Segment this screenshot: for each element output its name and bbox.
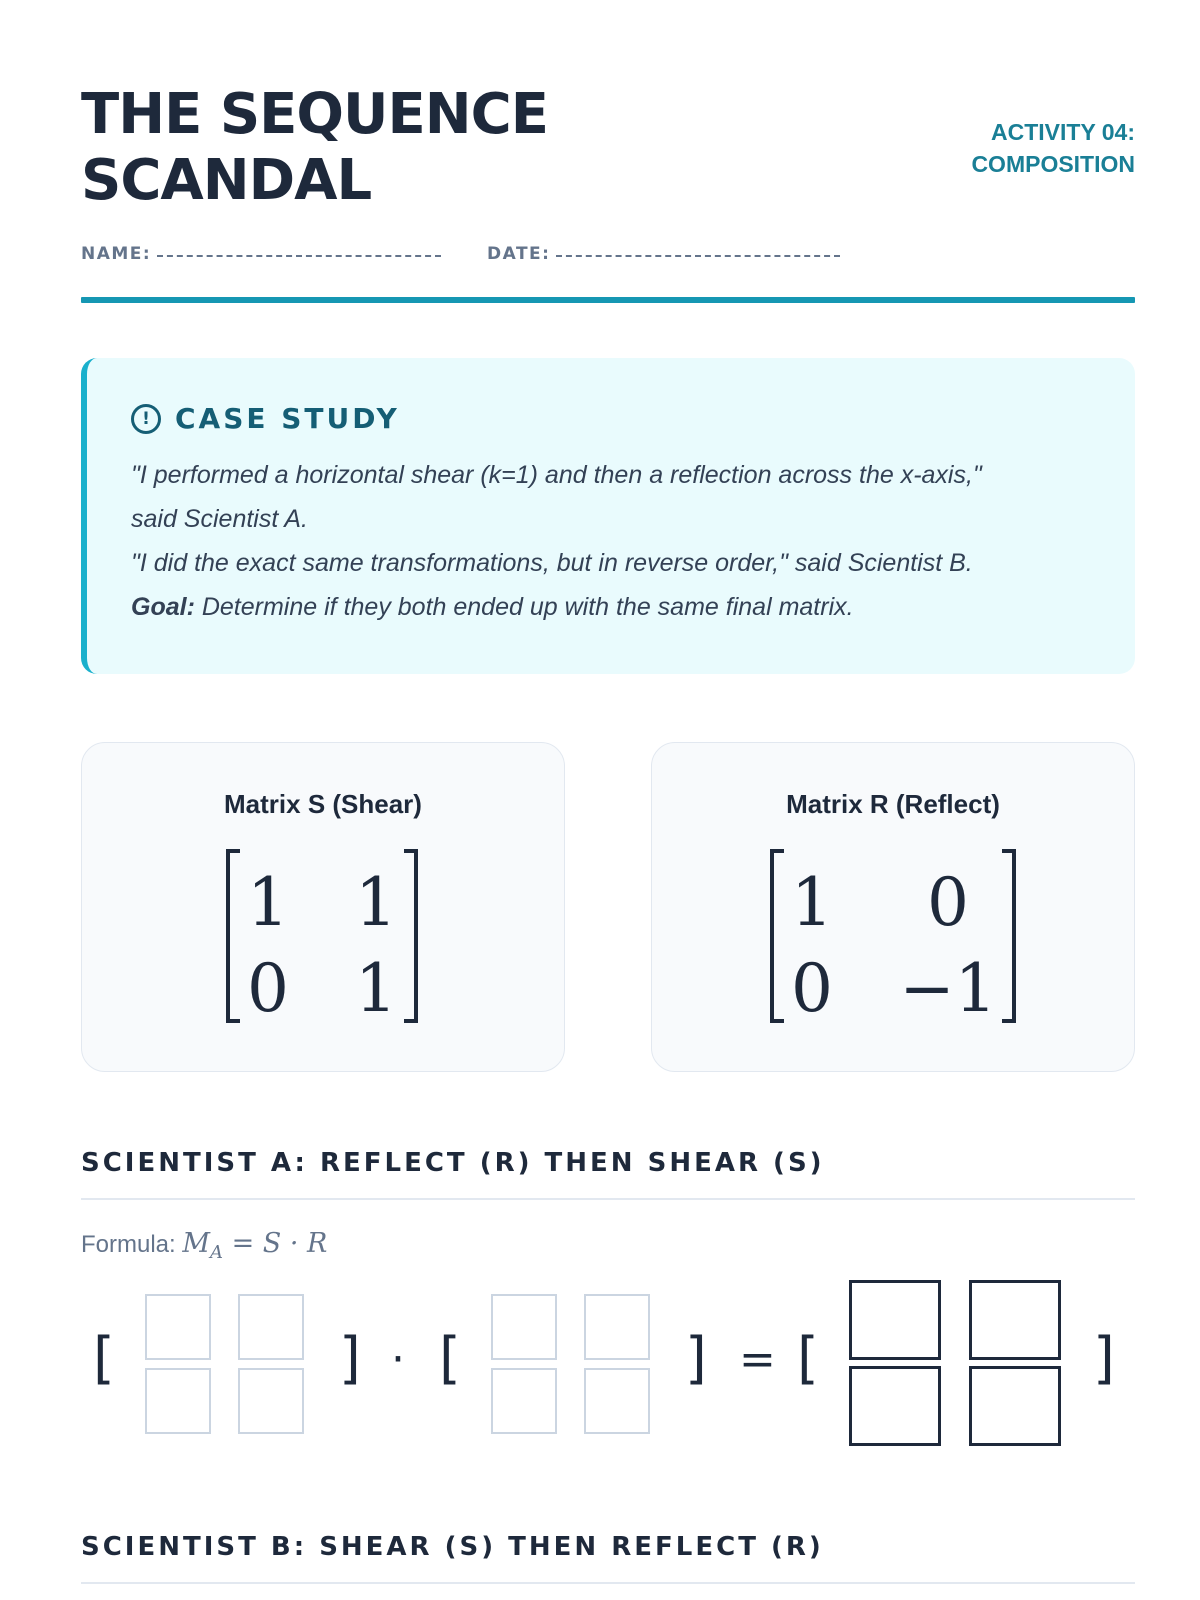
s-cell-input[interactable]: [145, 1368, 211, 1434]
matrix-r-card: [651, 742, 1135, 1072]
s-cell-input[interactable]: [145, 1294, 211, 1360]
result-cell-input[interactable]: [969, 1280, 1061, 1360]
open-bracket: [: [93, 1326, 115, 1391]
case-study-box: [81, 358, 1135, 674]
section-a-divider: [81, 1198, 1135, 1200]
date-blank[interactable]: [556, 255, 840, 257]
open-bracket: [: [797, 1326, 819, 1391]
matrix-s-card: [81, 742, 565, 1072]
left-bracket: [772, 851, 784, 1021]
exclamation-circle-icon: !: [131, 404, 161, 434]
name-blank[interactable]: [157, 255, 441, 257]
section-b-title: SCIENTIST B: SHEAR (S) THEN REFLECT (R): [81, 1532, 824, 1562]
matrix-entry: 1: [355, 950, 397, 1027]
matrix-entry: 1: [791, 864, 833, 941]
right-bracket: [404, 851, 416, 1021]
section-a-title: SCIENTIST A: REFLECT (R) THEN SHEAR (S): [81, 1148, 825, 1178]
s-cell-input[interactable]: [238, 1294, 304, 1360]
case-study-text: "I performed a horizontal shear (k=1) and then a reflection across the x-axis," said Scientist A. "I did the exact same transformations, but in reverse order," said Scientist B. Goal: Determine if they both ended up with the same final matrix.: [131, 461, 982, 621]
matrix-entry: 0: [791, 950, 833, 1027]
left-bracket: [228, 851, 240, 1021]
matrix-s-display: [82, 843, 566, 1043]
s-cell-input[interactable]: [238, 1368, 304, 1434]
result-cell-input[interactable]: [969, 1366, 1061, 1446]
r-cell-input[interactable]: [491, 1294, 557, 1360]
dot-operator: ·: [391, 1334, 405, 1385]
matrix-entry: 1: [247, 864, 289, 941]
equals-sign: =: [739, 1334, 776, 1385]
matrix-entry: 0: [247, 950, 289, 1027]
open-bracket: [: [439, 1326, 461, 1391]
case-study-heading: ! CASE STUDY: [131, 402, 1091, 435]
r-cell-input[interactable]: [491, 1368, 557, 1434]
r-cell-input[interactable]: [584, 1368, 650, 1434]
matrix-r-display: [652, 843, 1136, 1043]
result-cell-input[interactable]: [849, 1280, 941, 1360]
r-cell-input[interactable]: [584, 1294, 650, 1360]
matrix-s-title: Matrix S (Shear): [224, 789, 422, 819]
section-b-divider: [81, 1582, 1135, 1584]
matrix-entry: −1: [899, 950, 997, 1027]
formula-a: Formula: $M_A = S \cdot R$: [81, 1228, 328, 1263]
date-field: DATE:: [487, 244, 840, 264]
close-bracket: ]: [685, 1326, 707, 1391]
result-cell-input[interactable]: [849, 1366, 941, 1446]
matrix-entry: 0: [927, 864, 969, 941]
composition-equation: [81, 1280, 1135, 1460]
matrix-entry: 1: [355, 864, 397, 941]
matrix-r-title: Matrix R (Reflect): [786, 789, 1000, 819]
close-bracket: ]: [339, 1326, 361, 1391]
worksheet-header: [81, 82, 1135, 214]
header-divider: [81, 297, 1135, 303]
name-field: NAME:: [81, 244, 441, 264]
close-bracket: ]: [1093, 1326, 1115, 1391]
activity-label: ACTIVITY 04: COMPOSITION: [971, 119, 1135, 177]
right-bracket: [1002, 851, 1014, 1021]
page-title: THE SEQUENCE SCANDAL: [81, 82, 548, 213]
